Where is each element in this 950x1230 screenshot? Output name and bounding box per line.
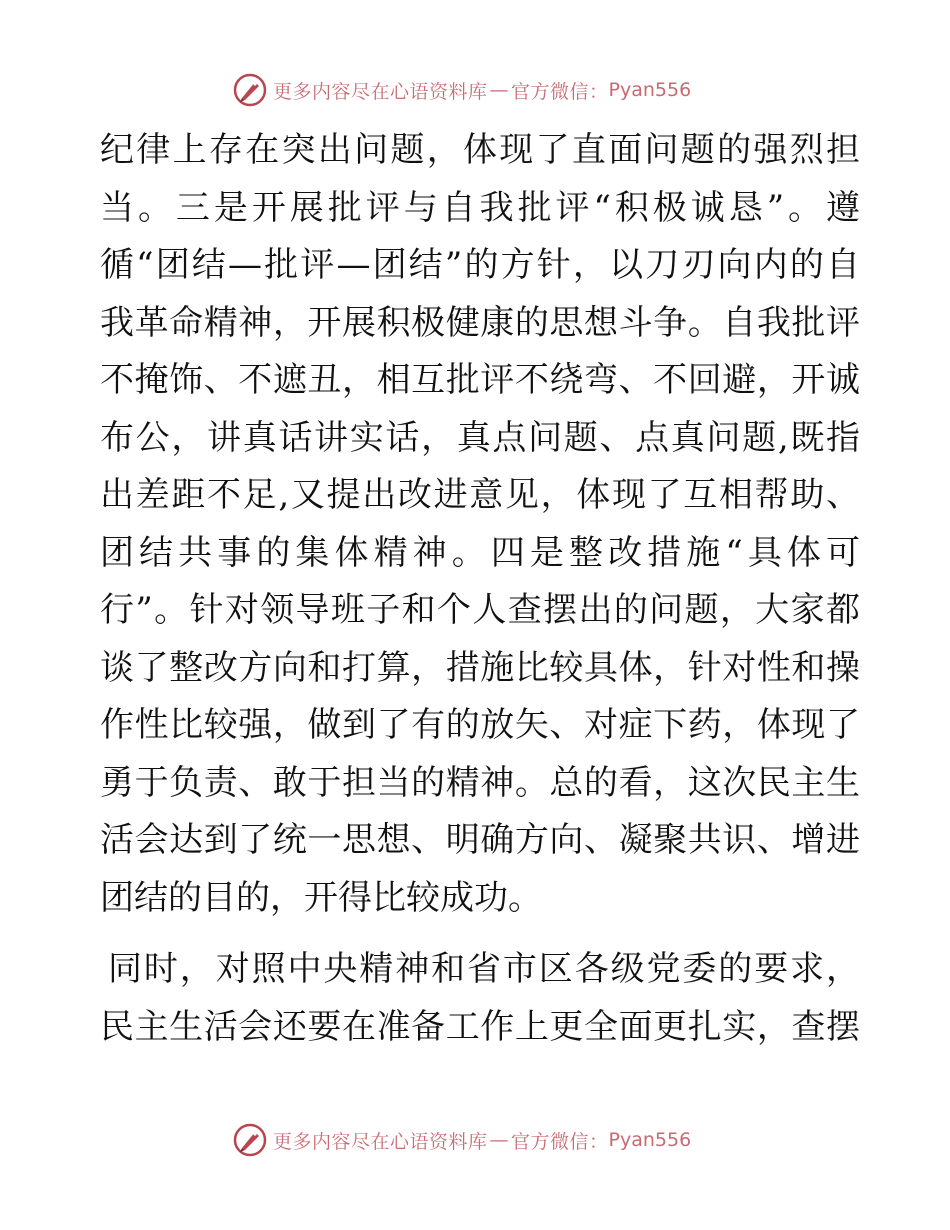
paragraph-line: 作性比较强，做到了有的放矢、对症下药，体现了 [100,705,860,745]
paragraph-line: 团结的目的，开得比较成功。 [100,877,542,918]
paragraph-line: 我革命精神，开展积极健康的思想斗争。自我批评 [100,302,860,343]
paragraph-line: 不掩饰、不遮丑，相互批评不绕弯、不回避，开诚 [100,360,860,400]
paragraph-line: 布公，讲真话讲实话，真点问题、点真问题,既指 [100,417,860,458]
paragraph-1 [100,122,860,927]
paragraph-line: 当。三是开展批评与自我批评“积极诚恳”。遵 [100,187,860,228]
paragraph-line: 行”。针对领导班子和个人查摆出的问题，大家都 [100,590,860,630]
watermark-separator: — [489,79,510,101]
footer-watermark [233,1122,691,1158]
paragraph-line: 勇于负责、敢于担当的精神。总的看，这次民主生 [100,762,860,803]
paragraph-line: 活会达到了统一思想、明确方向、凝聚共识、增进 [100,820,860,860]
watermark-wechat-id: Pyan556 [608,1129,692,1151]
watermark-wechat-label: 官方微信： [511,1130,609,1153]
paragraph-2 [100,941,860,1056]
paragraph-line: 出差距不足,又提出改进意见，体现了互相帮助、 [100,475,860,515]
paragraph-line: 纪律上存在突出问题，体现了直面问题的强烈担 [100,130,860,170]
paragraph-line: 循“团结—批评—团结”的方针，以刀刃向内的自 [100,245,860,285]
watermark-separator: — [489,1129,510,1151]
paragraph-line: 同时，对照中央精神和省市区各级党委的要求， [108,949,860,989]
pen-nib-logo-icon [233,1123,267,1157]
watermark-brand: 更多内容尽在心语资料库 [273,80,488,103]
paragraph-line: 谈了整改方向和打算，措施比较具体，针对性和操 [100,647,860,688]
watermark-wechat-label: 官方微信： [511,80,609,103]
paragraph-line: 民主生活会还要在准备工作上更全面更扎实，查摆 [100,1006,860,1047]
watermark-wechat-id: Pyan556 [608,79,692,101]
watermark-brand: 更多内容尽在心语资料库 [273,1130,488,1153]
body-text [100,122,860,1056]
pen-nib-logo-icon [233,73,267,107]
header-watermark [233,72,691,108]
paragraph-line: 团结共事的集体精神。四是整改措施“具体可 [100,532,860,573]
